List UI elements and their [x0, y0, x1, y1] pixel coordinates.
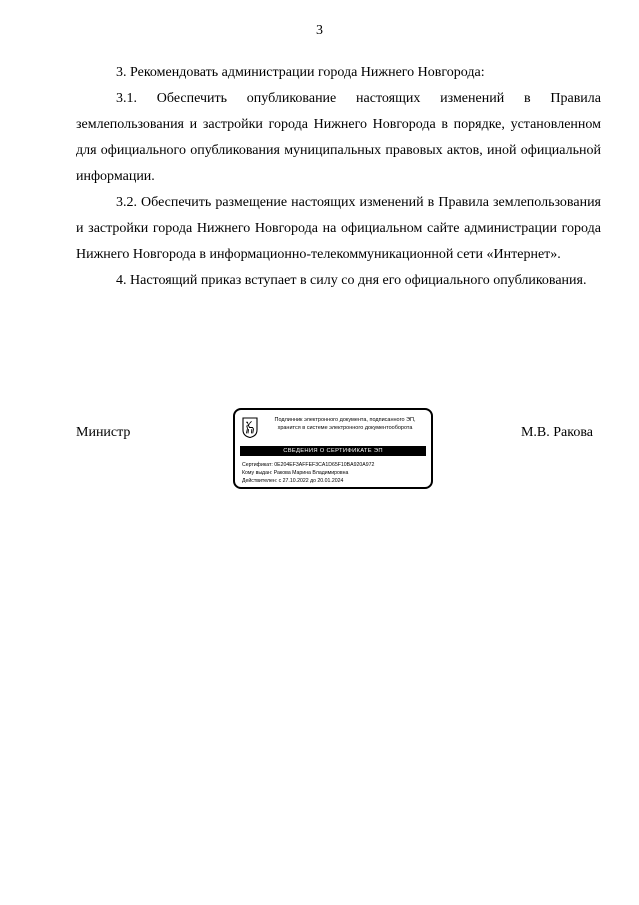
stamp-certificate-title: СВЕДЕНИЯ О СЕРТИФИКАТЕ ЭП	[240, 446, 426, 456]
certificate-label: Сертификат:	[242, 462, 273, 468]
certificate-row	[242, 462, 428, 470]
signer-position: Министр	[76, 425, 131, 440]
certificate-value: 0E204EF3AFFEF3CA1D65F10BA920A972	[274, 462, 375, 468]
stamp-header-line2: хранится в системе электронного документооборота	[277, 424, 413, 431]
validity-row	[242, 478, 428, 486]
validity-label: Действителен:	[242, 477, 278, 484]
page-number: 3	[316, 23, 323, 38]
paragraph-3-2: 3.2. Обеспечить размещение настоящих изменений в Правила землепользования и застройки города Нижнего Новгорода на официальном сайте администрации города Нижнего Новгорода в информационно-телекоммуникационной сети «Интернет».	[76, 195, 601, 262]
issued-to-value: Ракова Марина Владимировна	[273, 469, 349, 476]
stamp-header-line1: Подлинник электронного документа, подписанного ЭП,	[274, 417, 416, 423]
issued-to-label: Кому выдан:	[242, 469, 273, 476]
paragraph-4: 4. Настоящий приказ вступает в силу со дня его официального опубликования.	[116, 273, 587, 288]
signer-name: М.В. Ракова	[520, 425, 593, 440]
deer-emblem-icon	[242, 417, 258, 438]
stamp-header	[261, 417, 429, 432]
electronic-signature-stamp	[233, 408, 433, 489]
paragraph-3: 3. Рекомендовать администрации города Нижнего Новгорода:	[116, 65, 485, 80]
issued-to-row	[242, 470, 428, 478]
paragraph-3-1: 3.1. Обеспечить опубликование настоящих изменений в Правила землепользования и застройки города Нижнего Новгорода в порядке, установленном для официального опубликования муниципальных правовых актов, иной официальной информации.	[76, 91, 601, 184]
signature-block	[76, 408, 601, 494]
stamp-details	[242, 462, 428, 485]
document-body	[76, 60, 601, 294]
validity-value: с 27.10.2022 до 20.01.2024	[278, 477, 344, 484]
